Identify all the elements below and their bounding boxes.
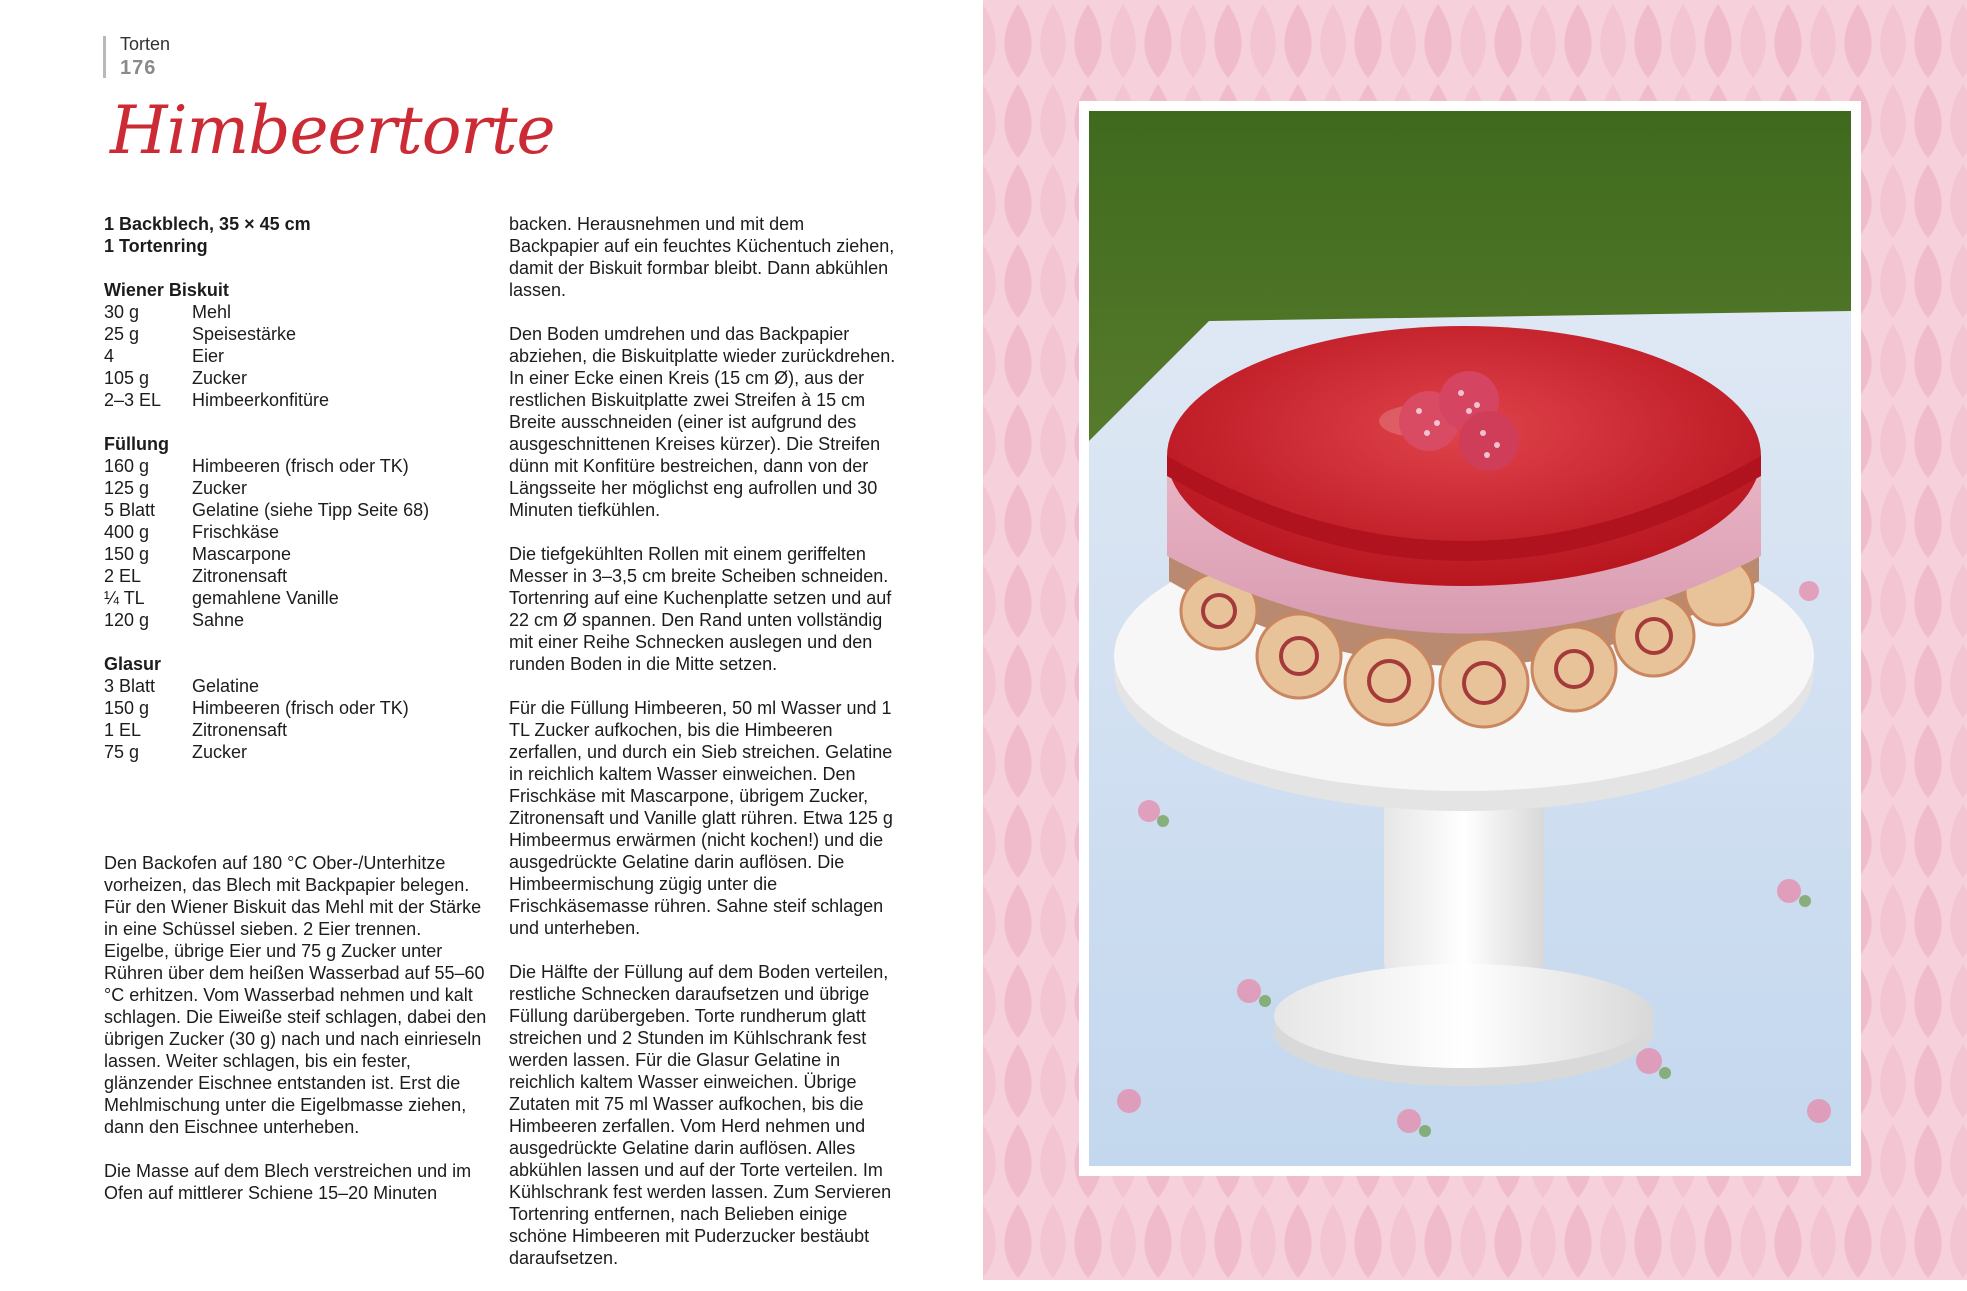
- ingredients-column: [104, 213, 489, 763]
- raspberry-cake-illustration: [1089, 111, 1851, 1166]
- ingredient-group-heading: Glasur: [104, 654, 162, 674]
- method-column-right: [509, 213, 899, 1291]
- ingredient-amount: 3 Blatt: [104, 676, 156, 696]
- ingredient-name: Mascarpone: [192, 544, 292, 564]
- ingredient-amount: 30 g: [104, 302, 140, 322]
- ingredient-name: Speisestärke: [192, 324, 297, 344]
- ingredient-name: Eier: [192, 346, 225, 366]
- ingredient-amount: 125 g: [104, 478, 150, 498]
- ingredient-amount: ¼ TL: [104, 588, 145, 608]
- ingredient-name: Himbeeren (frisch oder TK): [192, 698, 409, 718]
- ingredient-name: Zucker: [192, 742, 248, 762]
- ingredient-name: Himbeerkonfitüre: [192, 390, 330, 410]
- ingredient-row: [104, 499, 489, 521]
- ingredient-amount: 400 g: [104, 522, 150, 542]
- method-paragraph: Die Masse auf dem Blech verstreichen und im Ofen auf mittlerer Schiene 15–20 Minuten: [104, 1161, 472, 1203]
- ingredient-amount: 2–3 EL: [104, 390, 162, 410]
- section-label: Torten: [120, 34, 171, 54]
- ingredient-row: [104, 565, 489, 587]
- ingredient-row: [104, 697, 489, 719]
- ingredient-row: [104, 609, 489, 631]
- ingredient-amount: 160 g: [104, 456, 150, 476]
- ingredient-row: [104, 345, 489, 367]
- method-column-left: [104, 852, 489, 1226]
- ingredient-row: [104, 587, 489, 609]
- ingredient-row: [104, 719, 489, 741]
- ingredient-row: [104, 455, 489, 477]
- cake-photo: [1089, 111, 1851, 1166]
- ingredient-name: Zucker: [192, 478, 248, 498]
- method-paragraph: Die tiefgekühlten Rollen mit einem geriffelten Messer in 3–3,5 cm breite Scheiben schneiden. Tortenring auf eine Kuchenplatte setzen und auf 22 cm Ø spannen. Den Rand unten vollständig mit einer Reihe Schnecken auslegen und den runden Boden in die Mitte setzen.: [509, 544, 892, 674]
- ingredient-row: [104, 301, 489, 323]
- ingredient-group-heading: Wiener Biskuit: [104, 280, 229, 300]
- ingredient-name: Sahne: [192, 610, 245, 630]
- ingredient-amount: 1 EL: [104, 720, 142, 740]
- ingredient-amount: 75 g: [104, 742, 140, 762]
- ingredient-name: Gelatine (siehe Tipp Seite 68): [192, 500, 430, 520]
- ingredient-row: [104, 367, 489, 389]
- ingredient-amount: 5 Blatt: [104, 500, 156, 520]
- ingredient-row: [104, 389, 489, 411]
- ingredient-name: Mehl: [192, 302, 232, 322]
- recipe-title: Himbeertorte: [110, 92, 555, 169]
- ingredient-row: [104, 741, 489, 763]
- ingredient-name: Frischkäse: [192, 522, 280, 542]
- equipment-item: 1 Backblech, 35 × 45 cm: [104, 214, 311, 234]
- ingredient-group-heading: Füllung: [104, 434, 169, 454]
- ingredient-name: Gelatine: [192, 676, 260, 696]
- ingredient-amount: 120 g: [104, 610, 150, 630]
- ingredient-name: Zitronensaft: [192, 566, 288, 586]
- ingredient-name: Himbeeren (frisch oder TK): [192, 456, 409, 476]
- equipment-item: 1 Tortenring: [104, 236, 208, 256]
- ingredient-amount: 2 EL: [104, 566, 142, 586]
- ingredient-name: Zitronensaft: [192, 720, 288, 740]
- ingredient-row: [104, 675, 489, 697]
- ingredient-row: [104, 477, 489, 499]
- ingredient-row: [104, 323, 489, 345]
- method-paragraph: Die Hälfte der Füllung auf dem Boden verteilen, restliche Schnecken daraufsetzen und übrige Füllung darübergeben. Torte rundherum glatt streichen und 2 Stunden im Kühlschrank fest werden lassen. Für die Glasur Gelatine in reichlich kaltem Wasser einweichen. Übrige Zutaten mit 75 ml Wasser aufkochen, bis die Himbeeren zerfallen. Vom Herd nehmen und ausgedrückte Gelatine darin auflösen. Alles abkühlen lassen und auf der Torte verteilen. Im Kühlschrank fest werden lassen. Zum Servieren Tortenring entfernen, nach Belieben einige schöne Himbeeren mit Puderzucker bestäubt daraufsetzen.: [509, 962, 892, 1268]
- ingredient-amount: 150 g: [104, 544, 150, 564]
- ingredient-amount: 150 g: [104, 698, 150, 718]
- method-paragraph: Für die Füllung Himbeeren, 50 ml Wasser und 1 TL Zucker aufkochen, bis die Himbeeren zerfallen, und durch ein Sieb streichen. Gelatine in reichlich kaltem Wasser einweichen. Den Frischkäse mit Mascarpone, übrigem Zucker, Zitronensaft und Vanille glatt rühren. Etwa 125 g Himbeermus erwärmen (nicht kochen!) und die ausgedrückte Gelatine darin auflösen. Die Himbeermischung zügig unter die Frischkäsemasse rühren. Sahne steif schlagen und unterheben.: [509, 698, 893, 938]
- ingredient-amount: 25 g: [104, 324, 140, 344]
- ingredient-name: Zucker: [192, 368, 248, 388]
- ingredient-amount: 105 g: [104, 368, 150, 388]
- ingredient-amount: 4: [104, 346, 115, 366]
- method-paragraph: backen. Herausnehmen und mit dem Backpapier auf ein feuchtes Küchentuch ziehen, damit der Biskuit formbar bleibt. Dann abkühlen lassen.: [509, 214, 895, 300]
- method-paragraph: Den Boden umdrehen und das Backpapier abziehen, die Biskuitplatte wieder zurückdrehen. In einer Ecke einen Kreis (15 cm Ø), aus der restlichen Biskuitplatte zwei Streifen à 15 cm Breite ausschneiden (einer ist aufgrund des ausgeschnittenen Kreises kürzer). Die Streifen dünn mit Konfitüre bestreichen, dann von der Längsseite her möglichst eng aufrollen und 30 Minuten tiefkühlen.: [509, 324, 896, 520]
- page-number: 176: [120, 57, 157, 79]
- header-rule: [103, 36, 106, 78]
- method-paragraph: Den Backofen auf 180 °C Ober-/Unterhitze vorheizen, das Blech mit Backpapier belegen. Für den Wiener Biskuit das Mehl mit der Stärke in eine Schüssel sieben. 2 Eier trennen. Eigelbe, übrige Eier und 75 g Zucker unter Rühren über dem heißen Wasserbad auf 55–60 °C erhitzen. Vom Wasserbad nehmen und kalt schlagen. Die Eiweiße steif schlagen, dabei den übrigen Zucker (30 g) nach und nach einrieseln lassen. Weiter schlagen, bis ein fester, glänzender Eischnee entstanden ist. Erst die Mehlmischung unter die Eigelbmasse ziehen, dann den Eischnee unterheben.: [104, 853, 487, 1137]
- text-page: [0, 0, 983, 1280]
- ingredient-row: [104, 543, 489, 565]
- ingredient-row: [104, 521, 489, 543]
- ingredient-name: gemahlene Vanille: [192, 588, 339, 608]
